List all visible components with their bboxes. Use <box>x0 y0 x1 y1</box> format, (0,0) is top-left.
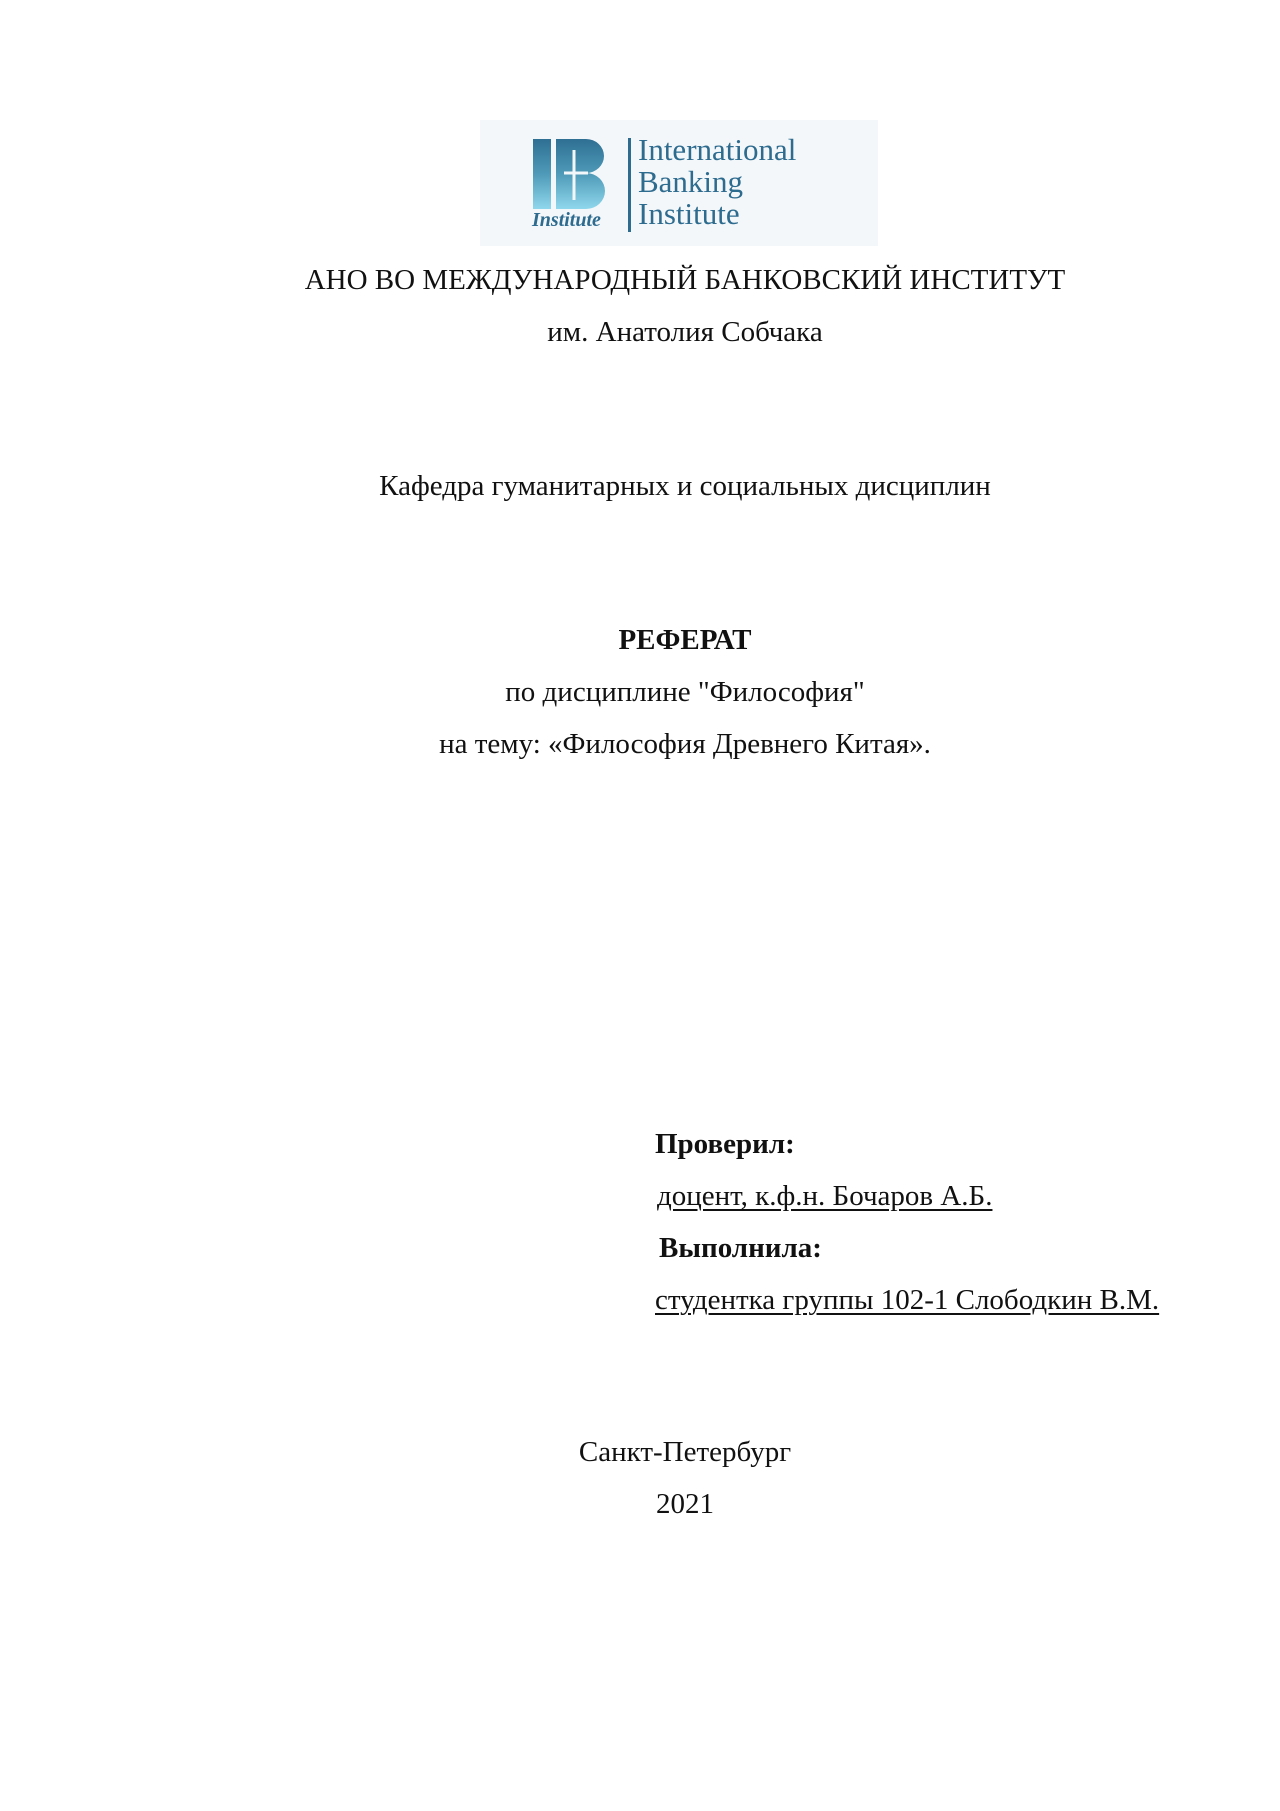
topic-line: на тему: «Философия Древнего Китая». <box>439 728 931 760</box>
logo-text-line2: Banking <box>638 164 744 199</box>
logo-letter-i <box>533 139 551 209</box>
institution-name: АНО ВО МЕЖДУНАРОДНЫЙ БАНКОВСКИЙ ИНСТИТУТ <box>304 264 1066 296</box>
discipline-line: по дисциплине "Философия" <box>505 676 865 708</box>
logo-text-line3: Institute <box>638 196 740 231</box>
year: 2021 <box>656 1488 714 1520</box>
logo-mark-caption: Institute <box>532 209 601 231</box>
city: Санкт-Петербург <box>578 1436 792 1468</box>
completed-by-label: Выполнила: <box>659 1232 822 1264</box>
completed-by-name: студентка группы 102-1 Слободкин В.М. <box>655 1284 1160 1316</box>
institute-logo <box>480 120 878 246</box>
logo-graphic <box>480 120 878 246</box>
checked-by-name: доцент, к.ф.н. Бочаров А.Б. <box>657 1180 993 1212</box>
department-name: Кафедра гуманитарных и социальных дисциплин <box>379 470 991 502</box>
checked-by-label: Проверил: <box>655 1128 795 1160</box>
institution-named-after: им. Анатолия Собчака <box>547 316 823 348</box>
logo-divider <box>628 138 631 232</box>
document-type-title: РЕФЕРАТ <box>618 624 752 656</box>
logo-text-line1: International <box>638 132 797 167</box>
